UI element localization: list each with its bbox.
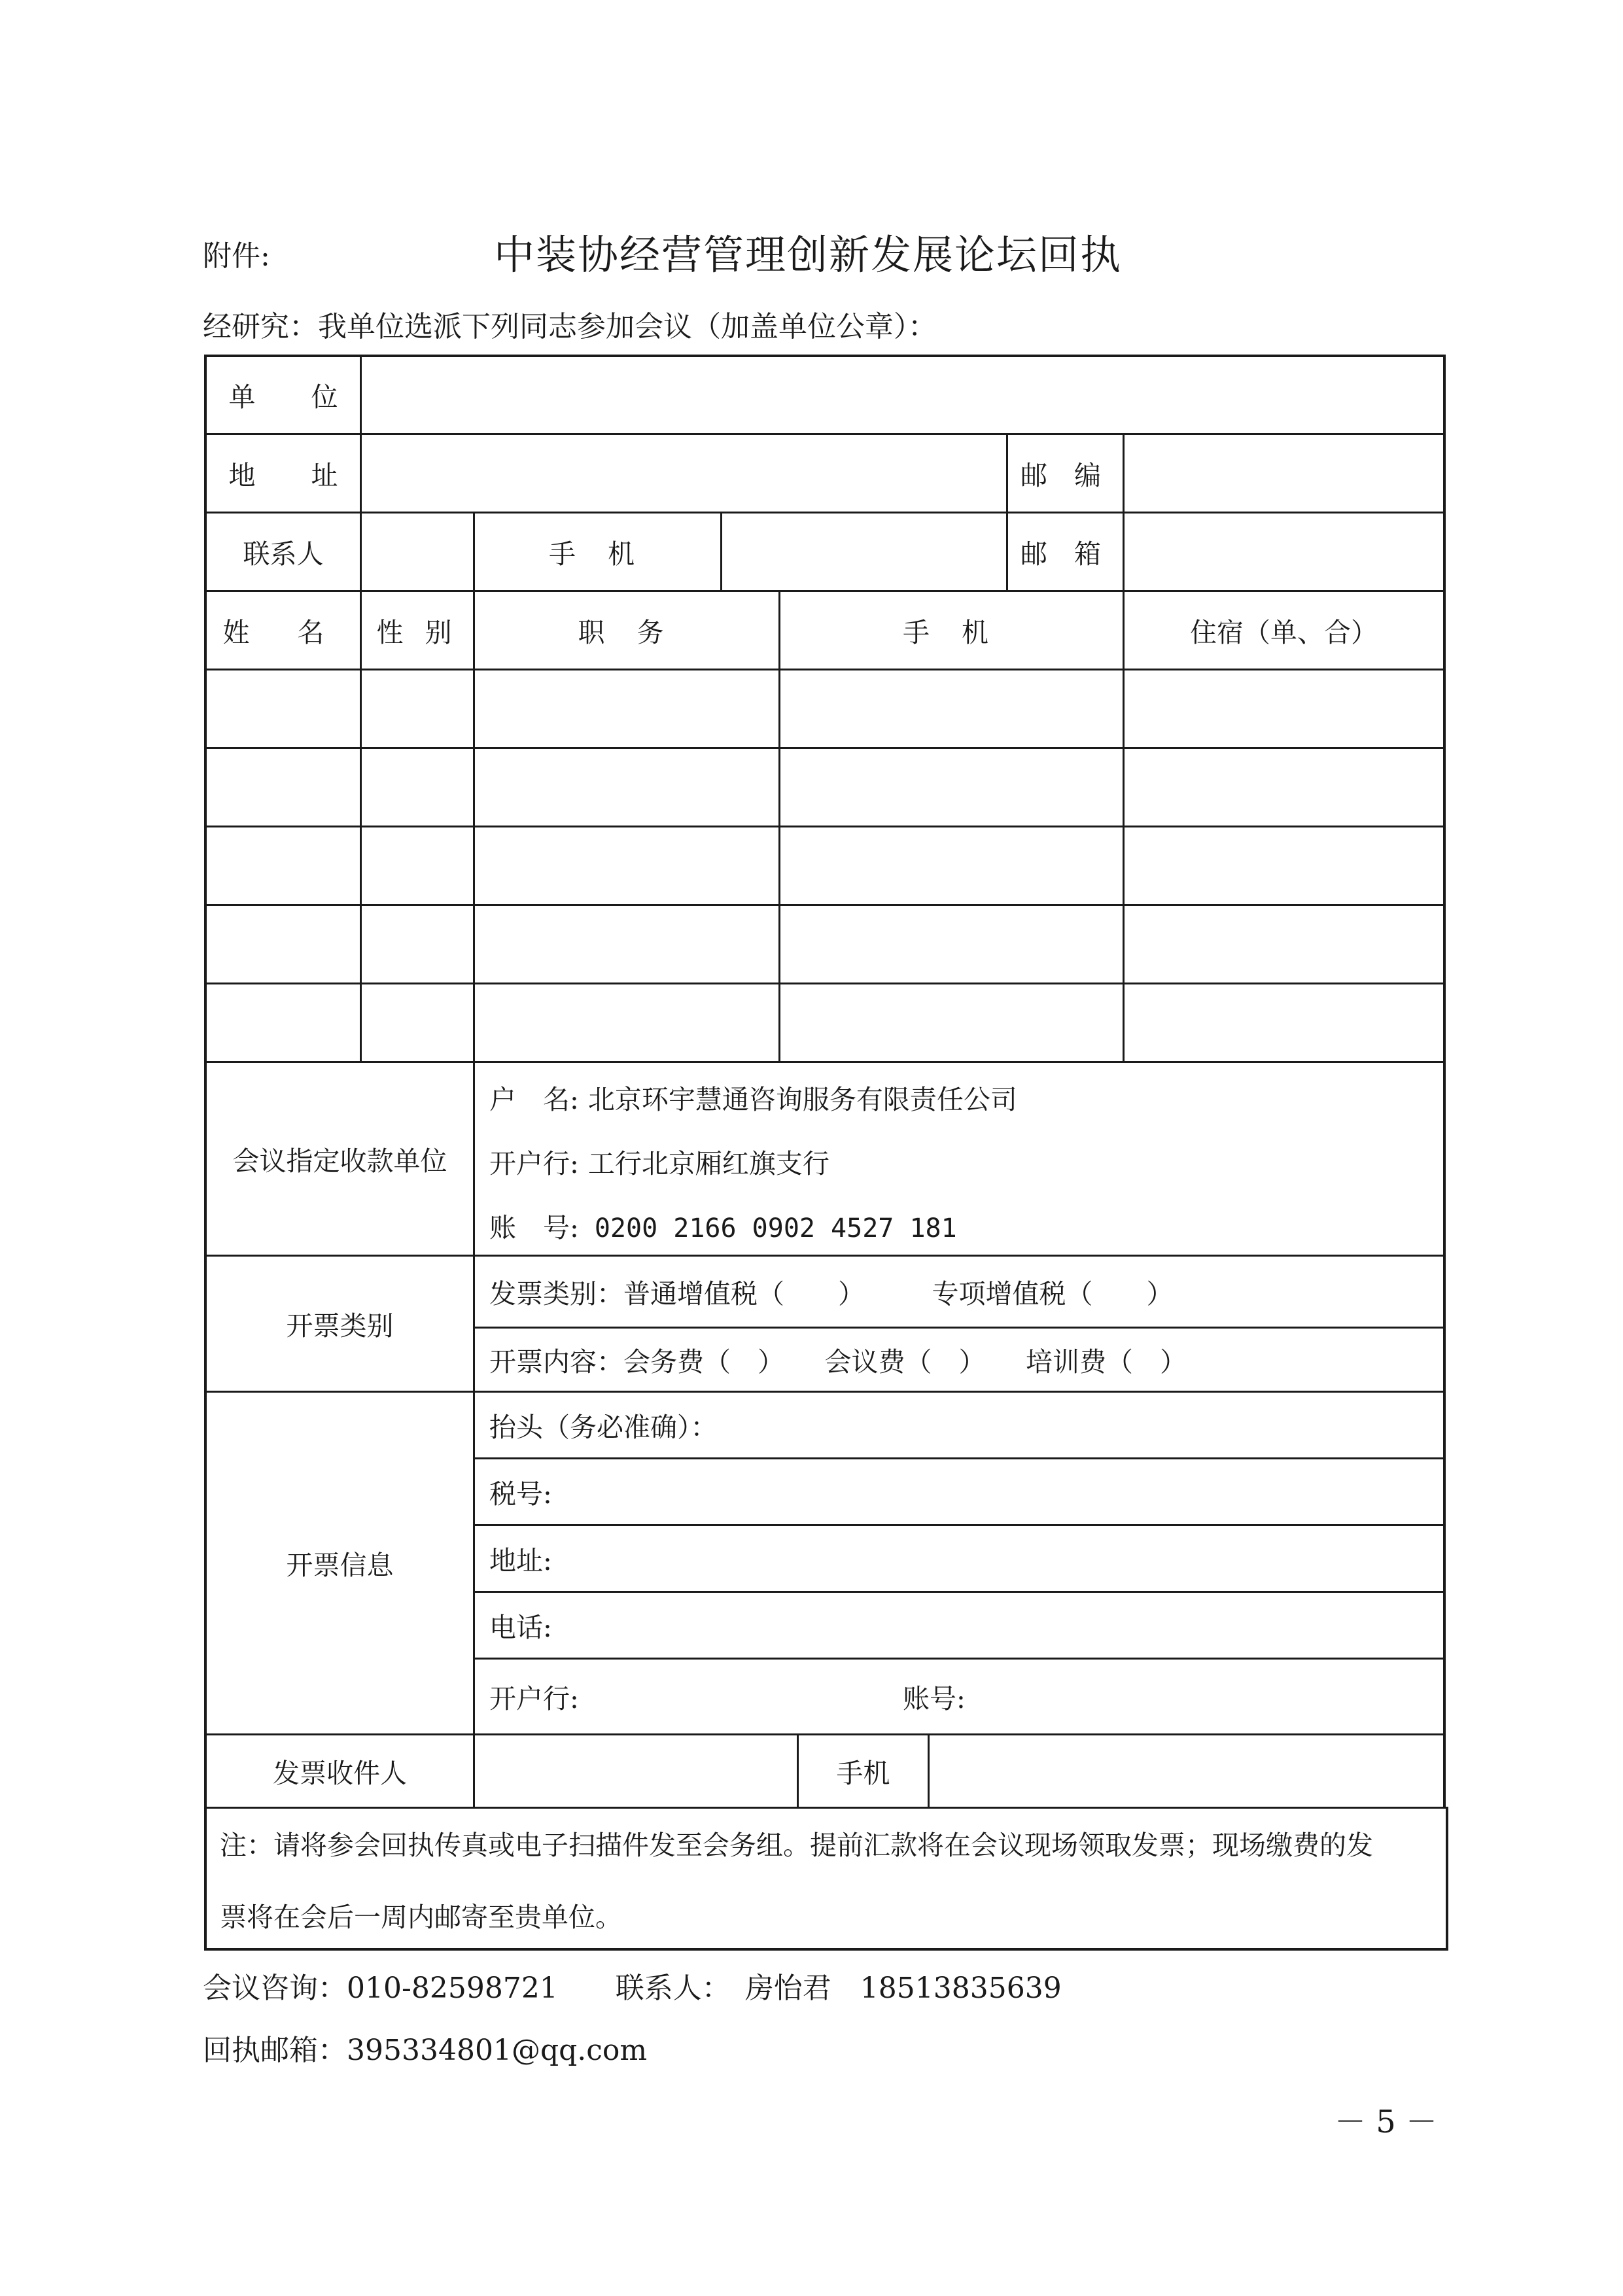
payee-bank-label: 开户行:: [489, 1148, 579, 1179]
page-number: － 5 －: [1335, 2104, 1438, 2140]
reply-email-line: 回执邮箱：395334801@qq.com: [203, 2034, 648, 2067]
email-label: 邮 箱: [1020, 538, 1111, 570]
attendee-row[interactable]: [207, 906, 1443, 983]
note-line-2: 票将在会后一周内邮寄至贵单位。: [220, 1902, 622, 1933]
payee-bank-line: [489, 1142, 829, 1181]
attendee-row[interactable]: [207, 827, 1443, 904]
payee-name: 北京环宇慧通咨询服务有限责任公司: [587, 1084, 1017, 1115]
header-mobile: 手 机: [902, 617, 1001, 648]
contact-label: 联系人: [243, 538, 324, 570]
payee-account: 0200 2166 0902 4527 181: [594, 1213, 957, 1244]
recipient-mobile-field[interactable]: [930, 1735, 1443, 1807]
invoice-type-label: 开票类别: [286, 1310, 394, 1342]
header-lodging: 住宿（单、合）: [1190, 617, 1378, 648]
attachment-label: 附件:: [203, 239, 270, 273]
header-gender: 性 别: [376, 617, 459, 648]
attendee-row[interactable]: [207, 749, 1443, 826]
recipient-mobile-label: 手机: [836, 1758, 890, 1789]
postcode-field[interactable]: [1125, 435, 1443, 512]
attendee-row[interactable]: [207, 984, 1443, 1061]
postcode-label: 邮 编: [1020, 460, 1111, 491]
invoice-header-title-field[interactable]: 抬头（务必准确）：: [489, 1412, 718, 1443]
contact-field[interactable]: [362, 513, 473, 590]
intro-text: 经研究：我单位选派下列同志参加会议（加盖单位公章）：: [203, 310, 937, 343]
invoice-phone-field[interactable]: 电话:: [489, 1612, 552, 1643]
invoice-account-field[interactable]: 账号:: [903, 1683, 966, 1714]
payee-account-label: 账 号:: [489, 1212, 579, 1244]
unit-label: 单 位: [228, 381, 362, 413]
table-border-bottom: [204, 1948, 1448, 1951]
address-field[interactable]: [362, 435, 1006, 512]
attendee-row[interactable]: [207, 670, 1443, 747]
invoice-category-line[interactable]: 发票类别：普通增值税（ ） 专项增值税（ ）: [489, 1278, 1174, 1310]
payee-label: 会议指定收款单位: [232, 1145, 447, 1177]
payee-name-line: [489, 1078, 1017, 1117]
contact-mobile-label: 手 机: [548, 538, 647, 570]
email-field[interactable]: [1125, 513, 1443, 590]
header-name: 姓 名: [222, 617, 344, 648]
invoice-tax-no-field[interactable]: 税号:: [489, 1478, 552, 1510]
invoice-info-label: 开票信息: [286, 1550, 394, 1581]
payee-bank: 工行北京厢红旗支行: [587, 1148, 829, 1179]
row-line: [204, 1807, 1448, 1809]
address-label: 地 址: [228, 460, 362, 491]
table-border-right-note: [1446, 1807, 1448, 1951]
note-line-1: 注：请将参会回执传真或电子扫描件发至会务组。提前汇款将在会议现场领取发票；现场缴费的发: [220, 1830, 1373, 1861]
document-title: 中装协经营管理创新发展论坛回执: [494, 231, 1123, 279]
recipient-field[interactable]: [475, 1735, 797, 1807]
consult-line: 会议咨询：010-82598721 联系人： 房怡君 18513835639: [203, 1972, 1062, 2005]
invoice-address-field[interactable]: 地址:: [489, 1545, 552, 1576]
invoice-bank-field[interactable]: 开户行:: [489, 1683, 579, 1714]
recipient-label: 发票收件人: [273, 1758, 407, 1789]
payee-name-label: 户 名:: [489, 1084, 579, 1115]
payee-account-line: [489, 1206, 957, 1245]
header-position: 职 务: [578, 617, 676, 648]
contact-mobile-field[interactable]: [722, 513, 1006, 590]
invoice-content-line[interactable]: 开票内容：会务费（ ） 会议费（ ） 培训费（ ）: [489, 1346, 1187, 1378]
unit-field[interactable]: [362, 357, 1443, 433]
